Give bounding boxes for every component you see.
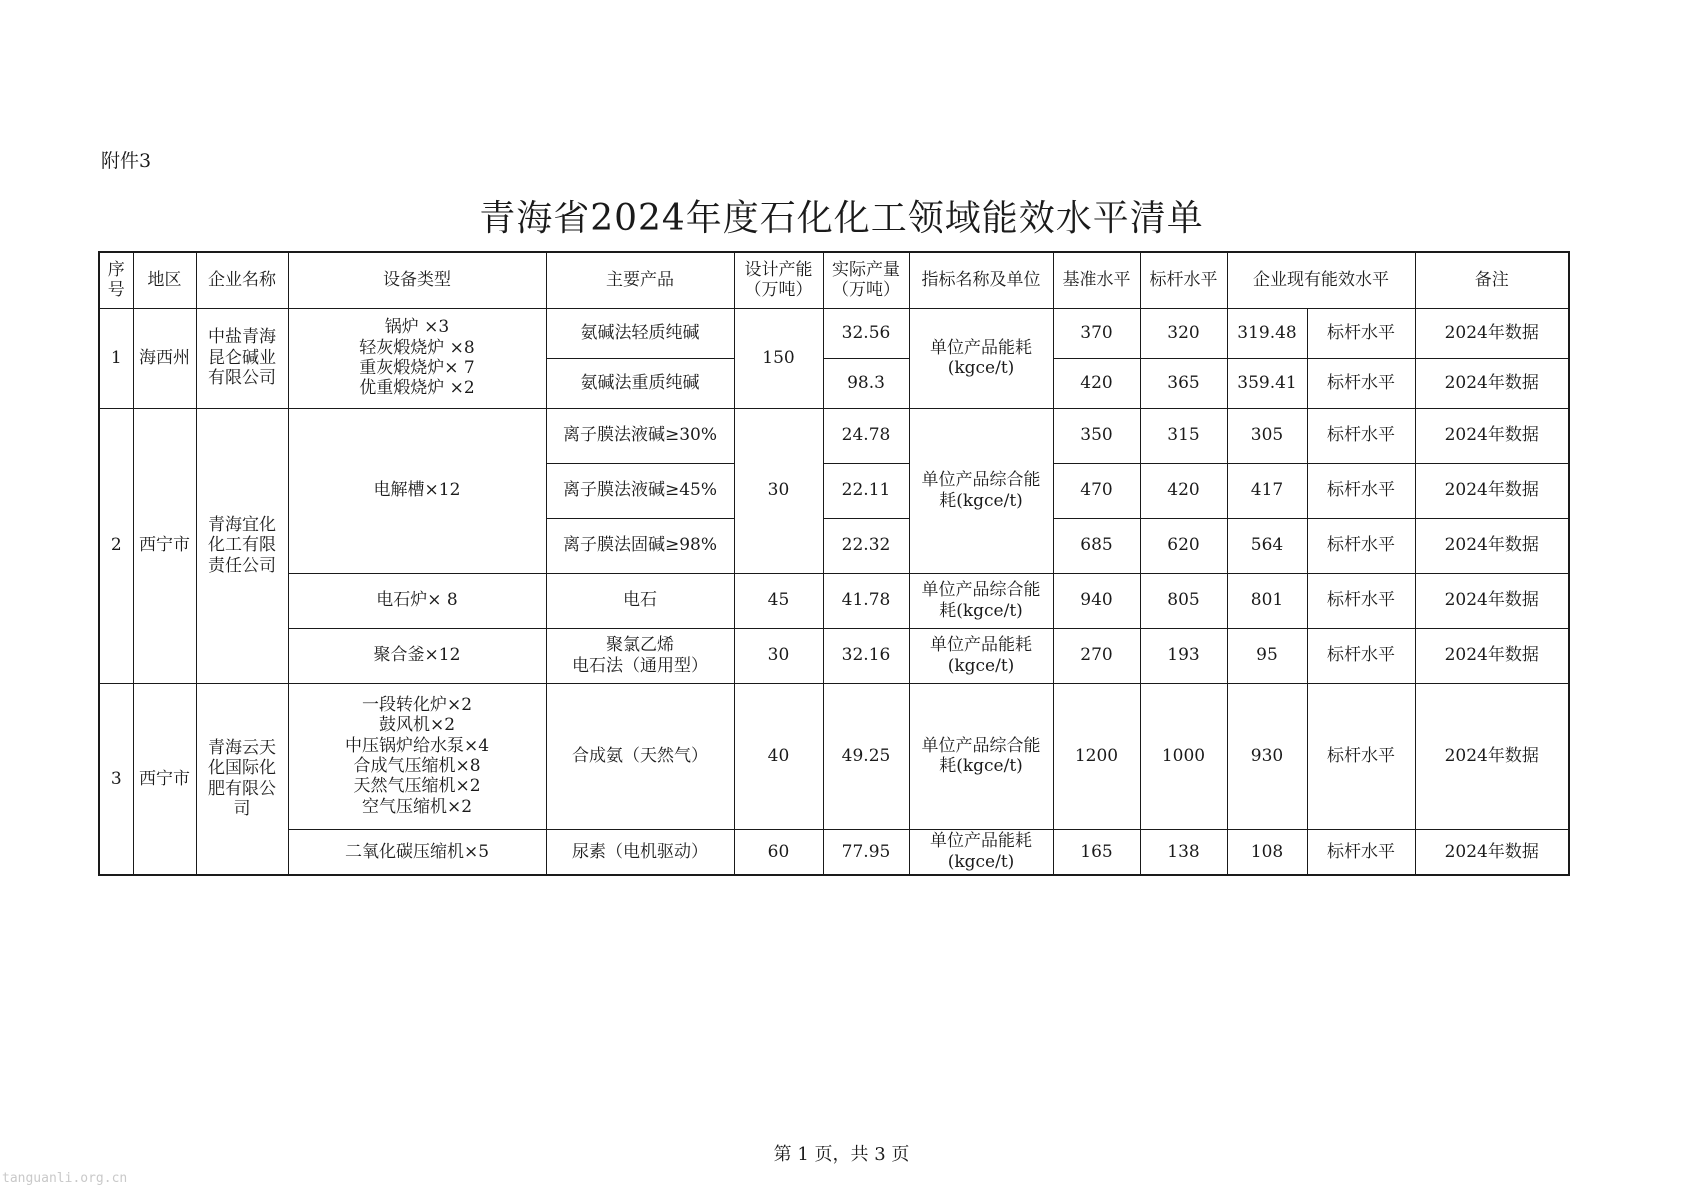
cell-current-level: 标杆水平 <box>1307 628 1415 683</box>
header-seq: 序 号 <box>99 252 133 308</box>
cell-baseline: 350 <box>1053 408 1140 463</box>
cell-equipment: 一段转化炉×2 鼓风机×2 中压锅炉给水泵×4 合成气压缩机×8 天然气压缩机×2 空气压缩机×2 <box>288 683 546 829</box>
cell-baseline: 165 <box>1053 829 1140 875</box>
table-row <box>99 408 1569 463</box>
cell-indicator: 单位产品能耗 (kgce/t) <box>909 628 1053 683</box>
cell-current-value: 108 <box>1227 829 1307 875</box>
energy-efficiency-table <box>98 251 1570 876</box>
cell-company: 青海宜化 化工有限 责任公司 <box>196 408 288 683</box>
cell-indicator: 单位产品综合能 耗(kgce/t) <box>909 683 1053 829</box>
cell-seq: 1 <box>99 308 133 408</box>
cell-current-level: 标杆水平 <box>1307 408 1415 463</box>
cell-remark: 2024年数据 <box>1415 628 1569 683</box>
cell-company: 中盐青海 昆仑碱业 有限公司 <box>196 308 288 408</box>
cell-current-level: 标杆水平 <box>1307 358 1415 408</box>
cell-actual-output: 32.56 <box>823 308 909 358</box>
cell-design-capacity: 60 <box>734 829 823 875</box>
page-footer: 第 1 页，共 3 页 <box>773 1144 910 1165</box>
cell-product: 氨碱法轻质纯碱 <box>546 308 734 358</box>
cell-remark: 2024年数据 <box>1415 829 1569 875</box>
cell-company: 青海云天 化国际化 肥有限公 司 <box>196 683 288 875</box>
cell-benchmark: 193 <box>1140 628 1227 683</box>
cell-current-value: 801 <box>1227 573 1307 628</box>
cell-current-level: 标杆水平 <box>1307 829 1415 875</box>
cell-current-value: 564 <box>1227 518 1307 573</box>
cell-equipment: 聚合釜×12 <box>288 628 546 683</box>
cell-actual-output: 77.95 <box>823 829 909 875</box>
cell-current-value: 417 <box>1227 463 1307 518</box>
cell-current-level: 标杆水平 <box>1307 518 1415 573</box>
cell-baseline: 685 <box>1053 518 1140 573</box>
cell-actual-output: 41.78 <box>823 573 909 628</box>
header-actual-output: 实际产量 （万吨） <box>823 252 909 308</box>
cell-design-capacity: 45 <box>734 573 823 628</box>
header-current: 企业现有能效水平 <box>1227 252 1415 308</box>
cell-current-level: 标杆水平 <box>1307 308 1415 358</box>
header-benchmark: 标杆水平 <box>1140 252 1227 308</box>
cell-seq: 2 <box>99 408 133 683</box>
cell-actual-output: 22.32 <box>823 518 909 573</box>
cell-equipment: 二氧化碳压缩机×5 <box>288 829 546 875</box>
cell-baseline: 470 <box>1053 463 1140 518</box>
cell-product: 合成氨（天然气） <box>546 683 734 829</box>
cell-actual-output: 24.78 <box>823 408 909 463</box>
cell-benchmark: 365 <box>1140 358 1227 408</box>
table-row <box>99 683 1569 829</box>
attachment-label: 附件3 <box>101 150 152 172</box>
cell-current-value: 359.41 <box>1227 358 1307 408</box>
cell-benchmark: 620 <box>1140 518 1227 573</box>
header-indicator: 指标名称及单位 <box>909 252 1053 308</box>
cell-indicator: 单位产品能耗 (kgce/t) <box>909 829 1053 875</box>
header-baseline: 基准水平 <box>1053 252 1140 308</box>
table-row <box>99 628 1569 683</box>
cell-equipment: 电石炉× 8 <box>288 573 546 628</box>
cell-current-value: 305 <box>1227 408 1307 463</box>
header-equipment: 设备类型 <box>288 252 546 308</box>
header-remark: 备注 <box>1415 252 1569 308</box>
cell-remark: 2024年数据 <box>1415 308 1569 358</box>
cell-current-level: 标杆水平 <box>1307 573 1415 628</box>
cell-remark: 2024年数据 <box>1415 408 1569 463</box>
cell-remark: 2024年数据 <box>1415 358 1569 408</box>
header-company: 企业名称 <box>196 252 288 308</box>
cell-benchmark: 138 <box>1140 829 1227 875</box>
cell-current-level: 标杆水平 <box>1307 683 1415 829</box>
cell-equipment: 锅炉 ×3 轻灰煅烧炉 ×8 重灰煅烧炉× 7 优重煅烧炉 ×2 <box>288 308 546 408</box>
cell-product: 聚氯乙烯 电石法（通用型） <box>546 628 734 683</box>
cell-design-capacity: 150 <box>734 308 823 408</box>
cell-benchmark: 320 <box>1140 308 1227 358</box>
cell-remark: 2024年数据 <box>1415 463 1569 518</box>
cell-region: 海西州 <box>133 308 196 408</box>
cell-indicator: 单位产品综合能 耗(kgce/t) <box>909 573 1053 628</box>
cell-design-capacity: 30 <box>734 628 823 683</box>
cell-product: 氨碱法重质纯碱 <box>546 358 734 408</box>
cell-indicator: 单位产品综合能 耗(kgce/t) <box>909 408 1053 573</box>
cell-actual-output: 22.11 <box>823 463 909 518</box>
cell-current-value: 319.48 <box>1227 308 1307 358</box>
cell-actual-output: 32.16 <box>823 628 909 683</box>
cell-baseline: 420 <box>1053 358 1140 408</box>
cell-benchmark: 420 <box>1140 463 1227 518</box>
header-region: 地区 <box>133 252 196 308</box>
header-design-capacity: 设计产能 （万吨） <box>734 252 823 308</box>
cell-region: 西宁市 <box>133 683 196 875</box>
cell-design-capacity: 40 <box>734 683 823 829</box>
cell-current-level: 标杆水平 <box>1307 463 1415 518</box>
cell-benchmark: 315 <box>1140 408 1227 463</box>
document-title: 青海省2024年度石化化工领域能效水平清单 <box>479 198 1204 239</box>
table-row <box>99 573 1569 628</box>
cell-product: 离子膜法液碱≥45% <box>546 463 734 518</box>
watermark: tanguanli.org.cn <box>2 1171 128 1186</box>
cell-product: 离子膜法液碱≥30% <box>546 408 734 463</box>
cell-actual-output: 98.3 <box>823 358 909 408</box>
cell-benchmark: 805 <box>1140 573 1227 628</box>
cell-remark: 2024年数据 <box>1415 683 1569 829</box>
cell-seq: 3 <box>99 683 133 875</box>
cell-baseline: 370 <box>1053 308 1140 358</box>
cell-remark: 2024年数据 <box>1415 518 1569 573</box>
cell-current-value: 930 <box>1227 683 1307 829</box>
cell-product: 尿素（电机驱动） <box>546 829 734 875</box>
cell-baseline: 940 <box>1053 573 1140 628</box>
cell-design-capacity: 30 <box>734 408 823 573</box>
cell-product: 电石 <box>546 573 734 628</box>
table-row <box>99 829 1569 875</box>
cell-remark: 2024年数据 <box>1415 573 1569 628</box>
cell-benchmark: 1000 <box>1140 683 1227 829</box>
cell-equipment: 电解槽×12 <box>288 408 546 573</box>
table-row <box>99 308 1569 358</box>
header-product: 主要产品 <box>546 252 734 308</box>
cell-current-value: 95 <box>1227 628 1307 683</box>
header-row <box>99 252 1569 308</box>
cell-actual-output: 49.25 <box>823 683 909 829</box>
cell-region: 西宁市 <box>133 408 196 683</box>
cell-baseline: 270 <box>1053 628 1140 683</box>
cell-indicator: 单位产品能耗 (kgce/t) <box>909 308 1053 408</box>
cell-baseline: 1200 <box>1053 683 1140 829</box>
cell-product: 离子膜法固碱≥98% <box>546 518 734 573</box>
